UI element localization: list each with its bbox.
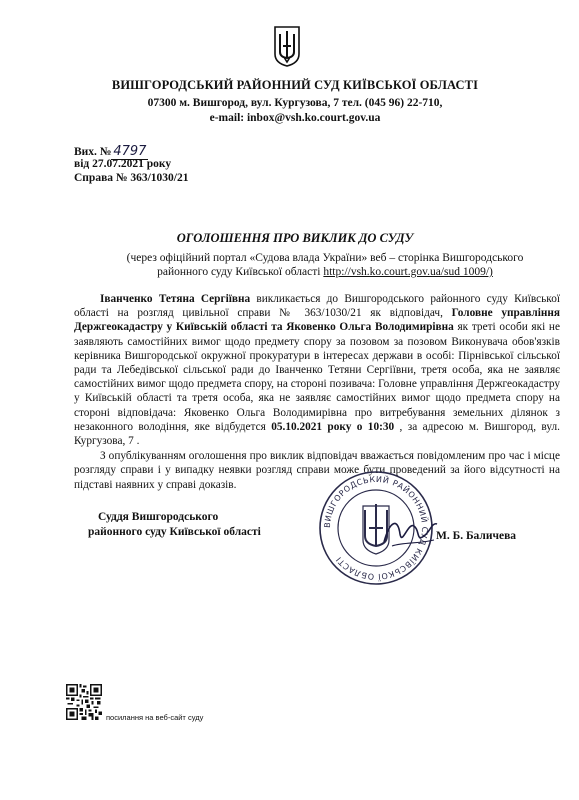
trident-coat-of-arms-icon bbox=[272, 24, 302, 68]
case-number: Справа № 363/1030/21 bbox=[74, 172, 189, 184]
outgoing-number-line bbox=[74, 144, 148, 159]
document-date: від 27.07.2021 року bbox=[74, 158, 172, 170]
judge-position-line1: Суддя Вишгородського bbox=[98, 511, 219, 523]
qr-code-label: посилання на веб-сайт суду bbox=[106, 713, 204, 722]
summons-text-part: викликається до Вишгородського районного суду Київської області на розгляд цивільної справи № 363/1030/21 як відповідач, bbox=[74, 293, 560, 320]
outgoing-label: Вих. № bbox=[74, 146, 112, 158]
portal-note bbox=[100, 251, 550, 279]
third-parties: Головне управління Держгеокадастру у Київській області та Яковенко Ольга Володимирівна bbox=[74, 307, 560, 334]
portal-note-text: (через офіційний портал «Судова влада України» веб – сторінка Вишгородського районного суду Київської області bbox=[126, 252, 524, 278]
hearing-datetime: 05.10.2021 року о 10:30 bbox=[271, 420, 395, 433]
summons-text-part: , за адресою м. Вишгород, вул. Кургузова, 7 . bbox=[74, 420, 560, 448]
court-address: 07300 м. Вишгород, вул. Кургузова, 7 тел. (045 96) 22-710, bbox=[147, 97, 443, 109]
notice-paragraph: З опублікуванням оголошення про виклик відповідач вважається повідомленим про час і місце розгляду справи і у випадку неявки розгляд справи може бути проведений за його відсутності на підставі наявних у справі доказів. bbox=[74, 450, 560, 491]
handwritten-signature bbox=[380, 512, 440, 552]
summons-paragraph bbox=[74, 292, 560, 448]
defendant-name: Іванченко Тетяна Сергіївна bbox=[100, 293, 251, 305]
document-title: ОГОЛОШЕННЯ ПРО ВИКЛИК ДО СУДУ bbox=[176, 231, 414, 245]
court-website-link[interactable]: http://vsh.ko.court.gov.ua/sud 1009/) bbox=[323, 266, 493, 278]
qr-code-icon[interactable] bbox=[66, 684, 102, 720]
court-name-heading: ВИШГОРОДСЬКИЙ РАЙОННИЙ СУД КИЇВСЬКОЇ ОБЛАСТІ bbox=[111, 78, 479, 92]
svg-text:ВИШГОРОДСЬКИЙ РАЙОННИЙ СУД КИЇ: ВИШГОРОДСЬКИЙ РАЙОННИЙ СУД КИЇВСЬКОЇ ОБЛАСТІ bbox=[322, 474, 430, 582]
judge-position bbox=[88, 510, 261, 540]
summons-text-part: як треті особи які не заявляють самостійних вимог щодо предмету спору за позовом за позовом Виконувача обов'язків керівника Вишгородської окружної прокуратури в інтересах держави в особі: Пірнівської сільської ради та Лебедівської сільської ради до Іванченко Тетяни Сергіївни, третя особа, яка не заявляє самостійних вимог щодо предмета спору, на стороні позивача: Головне управління Держгеокадастру у Київській області та третя особа, яка не заявляє самостійних вимог щодо предмета спору на стороні відповідача: Яковенко Ольга Володимирівна про витребування земельних ділянок з незаконного володіння, яке відбудется bbox=[74, 321, 560, 433]
outgoing-number: 4797 bbox=[113, 144, 147, 159]
judge-name: М. Б. Баличева bbox=[436, 530, 517, 542]
judge-position-line2: районного суду Київської області bbox=[88, 526, 261, 538]
court-email: e-mail: inbox@vsh.ko.court.gov.ua bbox=[209, 112, 381, 124]
document-body bbox=[74, 292, 560, 492]
